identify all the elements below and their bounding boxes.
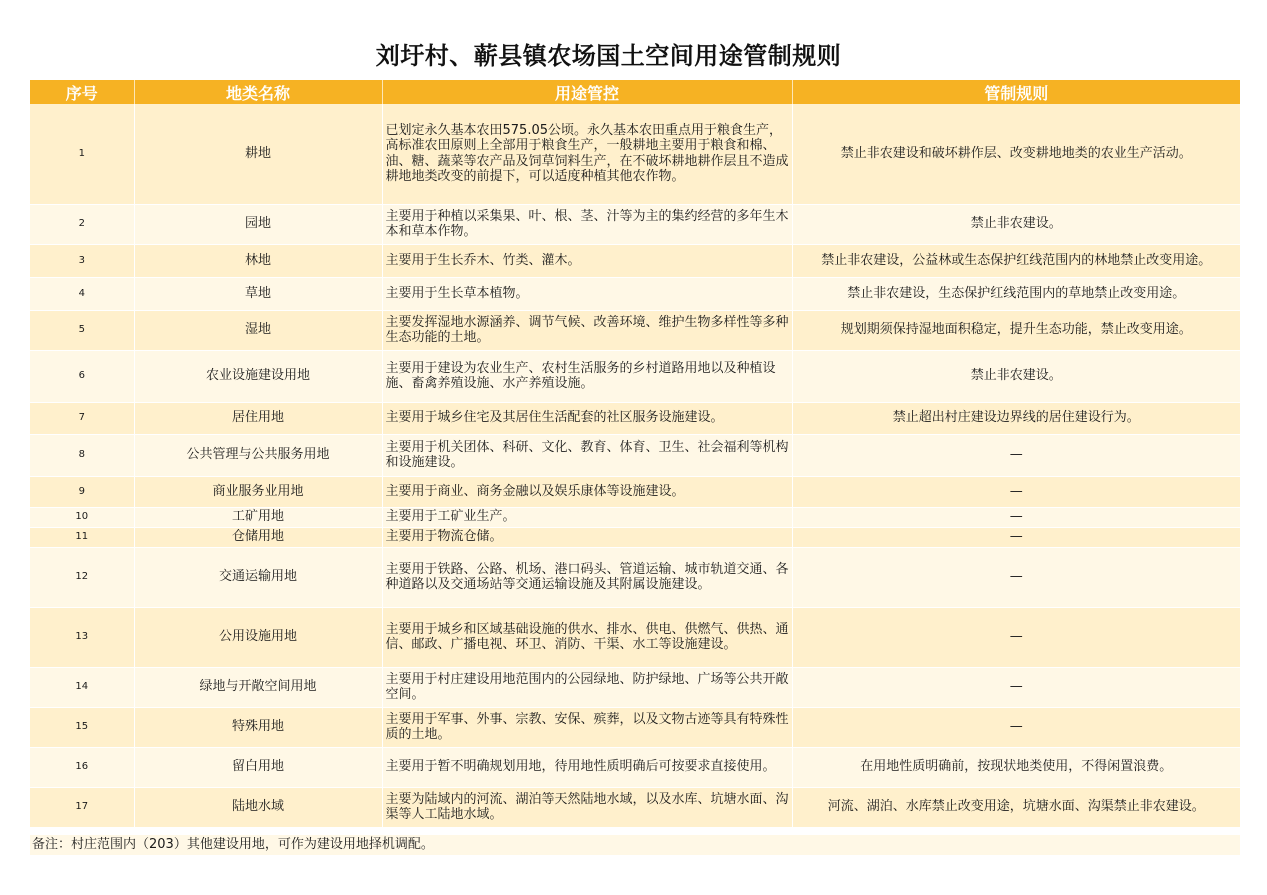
table-row (30, 747, 1240, 787)
use-control-text: 主要用于种植以采集果、叶、根、茎、汁等为主的集约经营的多年生木本和草本作物。 (382, 204, 792, 244)
table-row (30, 434, 1240, 476)
row-number: 11 (30, 527, 134, 547)
use-control-text: 主要用于铁路、公路、机场、港口码头、管道运输、城市轨道交通、各种道路以及交通场站等交通运输设施及其附属设施建设。 (382, 547, 792, 607)
use-control-text: 主要用于工矿业生产。 (382, 507, 792, 527)
table-row (30, 707, 1240, 747)
control-rule-text: 禁止超出村庄建设边界线的居住建设行为。 (792, 402, 1240, 434)
use-control-text: 主要用于军事、外事、宗教、安保、殡葬，以及文物古迹等具有特殊性质的土地。 (382, 707, 792, 747)
row-number: 17 (30, 787, 134, 827)
row-number: 6 (30, 350, 134, 402)
land-type-name: 湿地 (134, 310, 382, 350)
use-control-text: 主要用于建设为农业生产、农村生活服务的乡村道路用地以及种植设施、畜禽养殖设施、水产养殖设施。 (382, 350, 792, 402)
use-control-text: 主要用于村庄建设用地范围内的公园绿地、防护绿地、广场等公共开敞空间。 (382, 667, 792, 707)
row-number: 9 (30, 476, 134, 507)
use-control-text: 主要用于机关团体、科研、文化、教育、体育、卫生、社会福利等机构和设施建设。 (382, 434, 792, 476)
land-type-name: 特殊用地 (134, 707, 382, 747)
header-use-control: 用途管控 (382, 80, 792, 104)
row-number: 10 (30, 507, 134, 527)
land-type-name: 居住用地 (134, 402, 382, 434)
control-rule-text: 规划期须保持湿地面积稳定，提升生态功能，禁止改变用途。 (792, 310, 1240, 350)
table-row (30, 277, 1240, 310)
land-type-name: 农业设施建设用地 (134, 350, 382, 402)
row-number: 5 (30, 310, 134, 350)
row-number: 15 (30, 707, 134, 747)
header-serial-number: 序号 (30, 80, 134, 104)
table-row (30, 787, 1240, 827)
land-use-control-table (30, 80, 1240, 828)
table-row (30, 244, 1240, 277)
control-rule-text: 禁止非农建设。 (792, 350, 1240, 402)
table-header-row (30, 80, 1240, 104)
use-control-text: 主要为陆域内的河流、湖泊等天然陆地水域，以及水库、坑塘水面、沟渠等人工陆地水域。 (382, 787, 792, 827)
control-rule-text: — (792, 607, 1240, 667)
row-number: 1 (30, 104, 134, 204)
row-number: 14 (30, 667, 134, 707)
row-number: 12 (30, 547, 134, 607)
header-control-rule: 管制规则 (792, 80, 1240, 104)
control-rule-text: 禁止非农建设，公益林或生态保护红线范围内的林地禁止改变用途。 (792, 244, 1240, 277)
table-row (30, 402, 1240, 434)
land-type-name: 耕地 (134, 104, 382, 204)
control-rule-text: 在用地性质明确前，按现状地类使用，不得闲置浪费。 (792, 747, 1240, 787)
footnote-remark: 备注：村庄范围内（203）其他建设用地，可作为建设用地择机调配。 (30, 835, 1240, 855)
use-control-text: 主要用于生长乔木、竹类、灌木。 (382, 244, 792, 277)
table-row (30, 476, 1240, 507)
control-rule-text: 河流、湖泊、水库禁止改变用途，坑塘水面、沟渠禁止非农建设。 (792, 787, 1240, 827)
land-type-name: 绿地与开敞空间用地 (134, 667, 382, 707)
control-rule-text: — (792, 667, 1240, 707)
control-rule-text: — (792, 434, 1240, 476)
row-number: 16 (30, 747, 134, 787)
land-type-name: 交通运输用地 (134, 547, 382, 607)
land-type-name: 仓储用地 (134, 527, 382, 547)
control-rule-text: — (792, 527, 1240, 547)
use-control-text: 主要用于城乡和区域基础设施的供水、排水、供电、供燃气、供热、通信、邮政、广播电视、环卫、消防、干渠、水工等设施建设。 (382, 607, 792, 667)
table-row (30, 547, 1240, 607)
land-type-name: 公共管理与公共服务用地 (134, 434, 382, 476)
land-type-name: 留白用地 (134, 747, 382, 787)
table-row (30, 310, 1240, 350)
control-rule-text: 禁止非农建设和破坏耕作层、改变耕地地类的农业生产活动。 (792, 104, 1240, 204)
use-control-text: 主要用于商业、商务金融以及娱乐康体等设施建设。 (382, 476, 792, 507)
use-control-text: 主要用于物流仓储。 (382, 527, 792, 547)
control-rule-text: 禁止非农建设，生态保护红线范围内的草地禁止改变用途。 (792, 277, 1240, 310)
control-rule-text: — (792, 507, 1240, 527)
row-number: 13 (30, 607, 134, 667)
use-control-text: 主要发挥湿地水源涵养、调节气候、改善环境、维护生物多样性等多种生态功能的土地。 (382, 310, 792, 350)
table-row (30, 104, 1240, 204)
document-title: 刘圩村、蕲县镇农场国土空间用途管制规则 (375, 42, 842, 70)
use-control-text: 已划定永久基本农田575.05公顷。永久基本农田重点用于粮食生产，高标准农田原则上全部用于粮食生产，一般耕地主要用于粮食和棉、油、糖、蔬菜等农产品及饲草饲料生产，在不破坏耕地耕作层且不造成耕地地类改变的前提下，可以适度种植其他农作物。 (382, 104, 792, 204)
use-control-text: 主要用于暂不明确规划用地，待用地性质明确后可按要求直接使用。 (382, 747, 792, 787)
control-rule-text: — (792, 707, 1240, 747)
land-type-name: 园地 (134, 204, 382, 244)
row-number: 7 (30, 402, 134, 434)
row-number: 2 (30, 204, 134, 244)
row-number: 4 (30, 277, 134, 310)
control-rule-text: — (792, 476, 1240, 507)
table-row (30, 527, 1240, 547)
control-rule-text: 禁止非农建设。 (792, 204, 1240, 244)
table-row (30, 350, 1240, 402)
table-row (30, 204, 1240, 244)
control-rule-text: — (792, 547, 1240, 607)
table-row (30, 607, 1240, 667)
land-type-name: 商业服务业用地 (134, 476, 382, 507)
land-type-name: 林地 (134, 244, 382, 277)
header-land-type-name: 地类名称 (134, 80, 382, 104)
use-control-text: 主要用于城乡住宅及其居住生活配套的社区服务设施建设。 (382, 402, 792, 434)
land-type-name: 草地 (134, 277, 382, 310)
land-type-name: 陆地水域 (134, 787, 382, 827)
land-type-name: 公用设施用地 (134, 607, 382, 667)
row-number: 3 (30, 244, 134, 277)
land-type-name: 工矿用地 (134, 507, 382, 527)
table-row (30, 507, 1240, 527)
table-row (30, 667, 1240, 707)
row-number: 8 (30, 434, 134, 476)
use-control-text: 主要用于生长草本植物。 (382, 277, 792, 310)
